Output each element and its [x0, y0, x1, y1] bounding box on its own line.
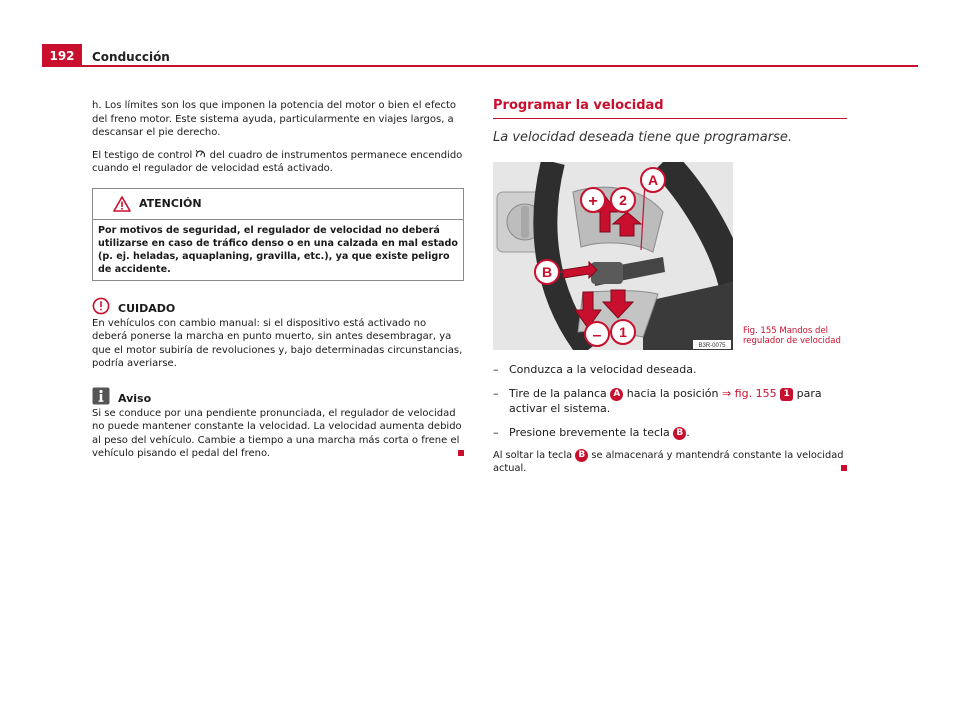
figure-illustration	[493, 162, 733, 350]
right-column	[493, 99, 847, 484]
note-title: Aviso	[118, 391, 152, 405]
warning-title: ATENCIÓN	[139, 196, 202, 210]
list-item	[493, 362, 847, 377]
chapter-title: Conducción	[92, 50, 170, 64]
warning-box	[92, 188, 464, 281]
label-badge-1: 1	[780, 388, 793, 401]
step-text-part: Tire de la palanca	[509, 387, 611, 400]
caution-block	[92, 297, 464, 371]
note-body-text: Si se conduce por una pendiente pronunciada, el regulador de velocidad no puede mantener constante la velocidad. La velocidad aumenta debido al peso del vehículo. Cambie a tiempo a una marcha más corta o frene el vehículo pisando el pedal del freno.	[92, 407, 462, 459]
end-of-section-mark	[458, 450, 464, 456]
section-subtitle: La velocidad deseada tiene que programarse.	[493, 129, 792, 145]
figure-link[interactable]: ⇒ fig. 155	[721, 387, 777, 400]
section-title: Programar la velocidad	[493, 99, 847, 119]
caution-header	[92, 297, 464, 315]
paragraph-text: El testigo de control	[92, 149, 196, 161]
figure-code: B3R-0075	[698, 343, 726, 349]
step-text-part: para activar el sistema.	[509, 387, 822, 415]
callout-one: 1	[619, 324, 627, 340]
step-text-part: Presione brevemente la tecla	[509, 426, 674, 439]
paragraph-text: del cuadro de instrumentos permanece encendido cuando el regulador de velocidad está activado.	[92, 149, 463, 174]
step-dash: –	[493, 387, 499, 400]
figure-row	[493, 162, 847, 350]
step-dash: –	[493, 426, 499, 439]
step-text: Conduzca a la velocidad deseada.	[509, 363, 697, 376]
callout-minus: –	[592, 327, 602, 344]
final-paragraph	[493, 449, 847, 475]
list-item	[493, 425, 847, 440]
cruise-control-figure	[493, 162, 733, 350]
figure-caption: Fig. 155 Mandos del regulador de velocidad	[743, 326, 841, 346]
step-dash: –	[493, 363, 499, 376]
final-text: se almacenará y mantendrá constante la velocidad actual.	[493, 450, 844, 474]
step-text-part: .	[686, 426, 690, 439]
note-text	[92, 407, 464, 461]
callout-two: 2	[619, 192, 627, 208]
note-block	[92, 387, 464, 461]
list-item	[493, 386, 847, 416]
steps-list	[493, 362, 847, 440]
warning-header	[93, 189, 463, 220]
cruise-control-icon	[195, 149, 206, 159]
step-text	[509, 386, 847, 416]
label-badge-a: A	[610, 388, 623, 401]
caution-title: CUIDADO	[118, 301, 176, 315]
paragraph-warning-light	[92, 149, 464, 176]
end-of-section-mark	[841, 465, 847, 471]
left-column	[92, 99, 464, 461]
label-badge-b: B	[673, 427, 686, 440]
final-text: Al soltar la tecla	[493, 450, 576, 461]
info-icon	[92, 387, 110, 405]
warning-triangle-icon	[113, 196, 131, 212]
header-rule	[82, 65, 918, 67]
page-number: 192	[42, 44, 82, 67]
callout-a: A	[647, 172, 659, 188]
callout-plus: +	[588, 193, 598, 210]
label-badge-b: B	[575, 449, 588, 462]
step-text	[509, 425, 690, 440]
warning-text: Por motivos de seguridad, el regulador de velocidad no deberá utilizarse en caso de tráfico denso o en una calzada en mal estado (p. ej. heladas, aquaplaning, gravilla, etc.), ya que existe peligro de accidente.	[98, 224, 458, 275]
callout-b: B	[541, 264, 553, 280]
paragraph-limits: h. Los límites son los que imponen la potencia del motor o bien el efecto del freno motor. Este sistema ayuda, particularmente en viajes largos, a descansar el pie derecho.	[92, 100, 457, 138]
caution-exclamation-icon	[92, 297, 110, 315]
caution-text: En vehículos con cambio manual: si el dispositivo está activado no deberá ponerse la marcha en punto muerto, sin antes desembragar, ya que el motor subiría de revoluciones y, bajo determinadas circunstancias, podría averiarse.	[92, 317, 463, 369]
note-header	[92, 387, 464, 405]
step-text-part: hacia la posición	[623, 387, 722, 400]
